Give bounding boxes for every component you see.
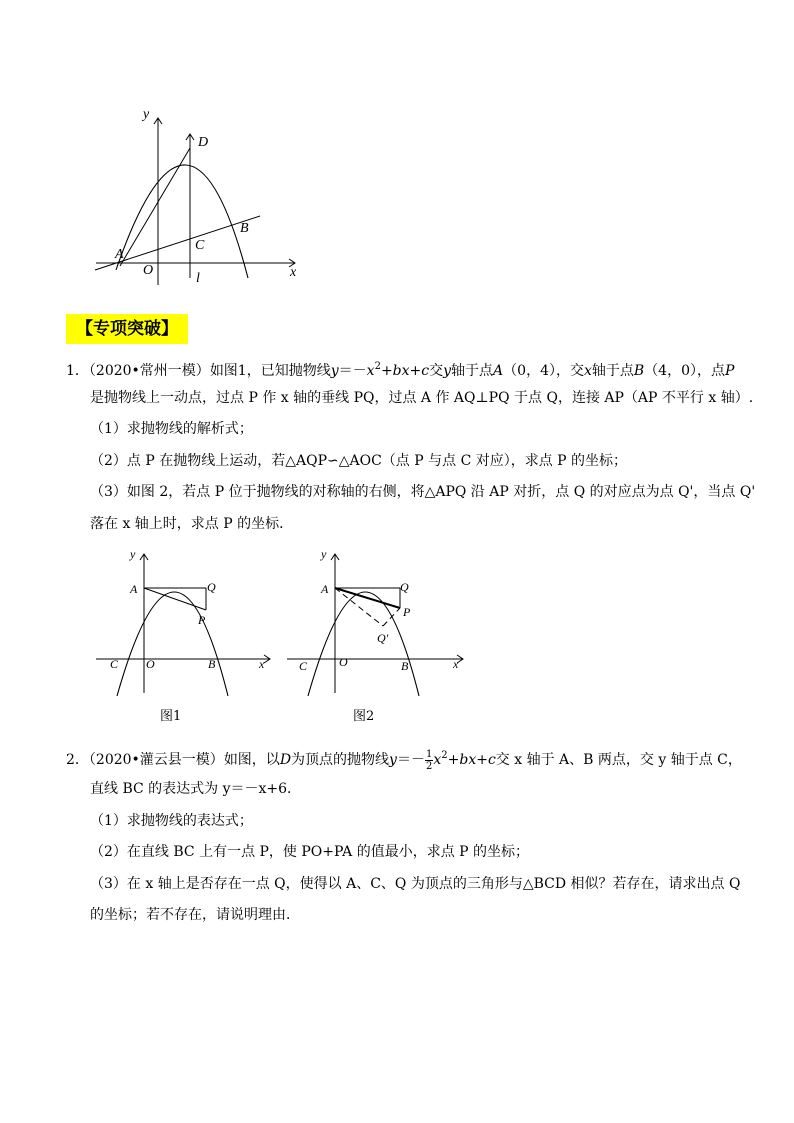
svg-text:C: C	[110, 657, 119, 671]
svg-text:Q: Q	[207, 580, 216, 594]
svg-text:Q': Q'	[377, 631, 389, 645]
svg-text:y: y	[321, 548, 327, 561]
problem1-q2: （2）点 P 在抛物线上运动，若△AQP∽△AOC（点 P 与点 C 对应），求点 P 的坐标；	[90, 453, 628, 469]
problem1-line2: 是抛物线上一动点，过点 P 作 x 轴的垂线 PQ，过点 A 作 AQ⊥PQ 于点 Q，连接 AP（AP 不平行 x 轴）.	[90, 390, 754, 406]
problem2-source: （2020•灌云县一模）	[88, 752, 224, 768]
fig1-parabola	[117, 592, 228, 696]
problem2-q2: （2）在直线 BC 上有一点 P，使 PO+PA 的值最小，求点 P 的坐标；	[90, 844, 530, 860]
problem2-q1: （1）求抛物线的表达式；	[90, 813, 253, 829]
parabola	[116, 165, 248, 278]
problem2-q3-line2: 的坐标；若不存在，请说明理由．	[90, 907, 300, 923]
problem1-source: （2020•常州一模）	[88, 363, 210, 379]
svg-text:C: C	[299, 659, 308, 673]
svg-text:x: x	[259, 657, 265, 671]
problem2-number: 2．	[66, 752, 89, 768]
svg-text:B: B	[401, 659, 409, 673]
top-figure	[90, 100, 310, 290]
figure-2	[283, 548, 468, 698]
line-AD	[120, 148, 190, 266]
fig2-dashed-QprimeP	[383, 608, 400, 626]
label-B: B	[240, 221, 249, 236]
problem1-q3-line1: （3）如图 2，若点 P 位于抛物线的对称轴的右侧，将△APQ 沿 AP 对折，点 Q 的对应点为点 Q'，当点 Q'	[90, 484, 756, 500]
svg-text:y: y	[130, 548, 136, 561]
problem1-line1: 1．（2020•常州一模）如图1，已知抛物线$y=-x^2+bx+c$交y轴于点A（0，4），交x轴于点B（4，0），点P	[66, 361, 735, 379]
figure-2-caption: 图2	[353, 709, 375, 724]
label-x: x	[290, 265, 297, 280]
problem2-line1: 2．（2020•灌云县一模）如图，以D为顶点的抛物线y＝－ $\frac{1}{2}$ $x^2+bx+c$交 x 轴于 A、B 两点，交 y 轴于点 C，	[66, 748, 742, 772]
problem1-number: 1．	[66, 363, 89, 379]
svg-text:P: P	[403, 605, 411, 619]
label-D: D	[198, 135, 209, 150]
svg-text:P: P	[198, 613, 206, 627]
label-A: A	[115, 247, 124, 262]
figure-1	[92, 548, 277, 698]
svg-text:O: O	[339, 655, 348, 669]
figure-1-caption: 图1	[160, 709, 182, 724]
fraction-one-half: $\frac{1}{2}$	[425, 748, 433, 772]
svg-text:A: A	[130, 582, 138, 596]
label-y: y	[143, 107, 150, 122]
label-l: l	[196, 271, 200, 286]
svg-text:O: O	[146, 657, 155, 671]
problem1-q3-line2: 落在 x 轴上时，求点 P 的坐标．	[90, 516, 294, 532]
label-C: C	[195, 238, 205, 253]
label-O: O	[143, 263, 154, 278]
problem2-line2: 直线 BC 的表达式为 y＝－x+6．	[90, 781, 302, 797]
fig2-segment-AP	[335, 588, 400, 608]
svg-text:B: B	[208, 657, 216, 671]
svg-text:Q: Q	[400, 580, 409, 594]
section-heading: 【专项突破】	[66, 314, 188, 344]
svg-text:x: x	[453, 657, 459, 671]
problem2-q3-line1: （3）在 x 轴上是否存在一点 Q，使得以 A、C、Q 为顶点的三角形与△BCD 相似？若存在，请求出点 Q	[90, 876, 741, 892]
svg-text:A: A	[321, 582, 329, 596]
problem1-q1: （1）求抛物线的解析式；	[90, 421, 253, 437]
